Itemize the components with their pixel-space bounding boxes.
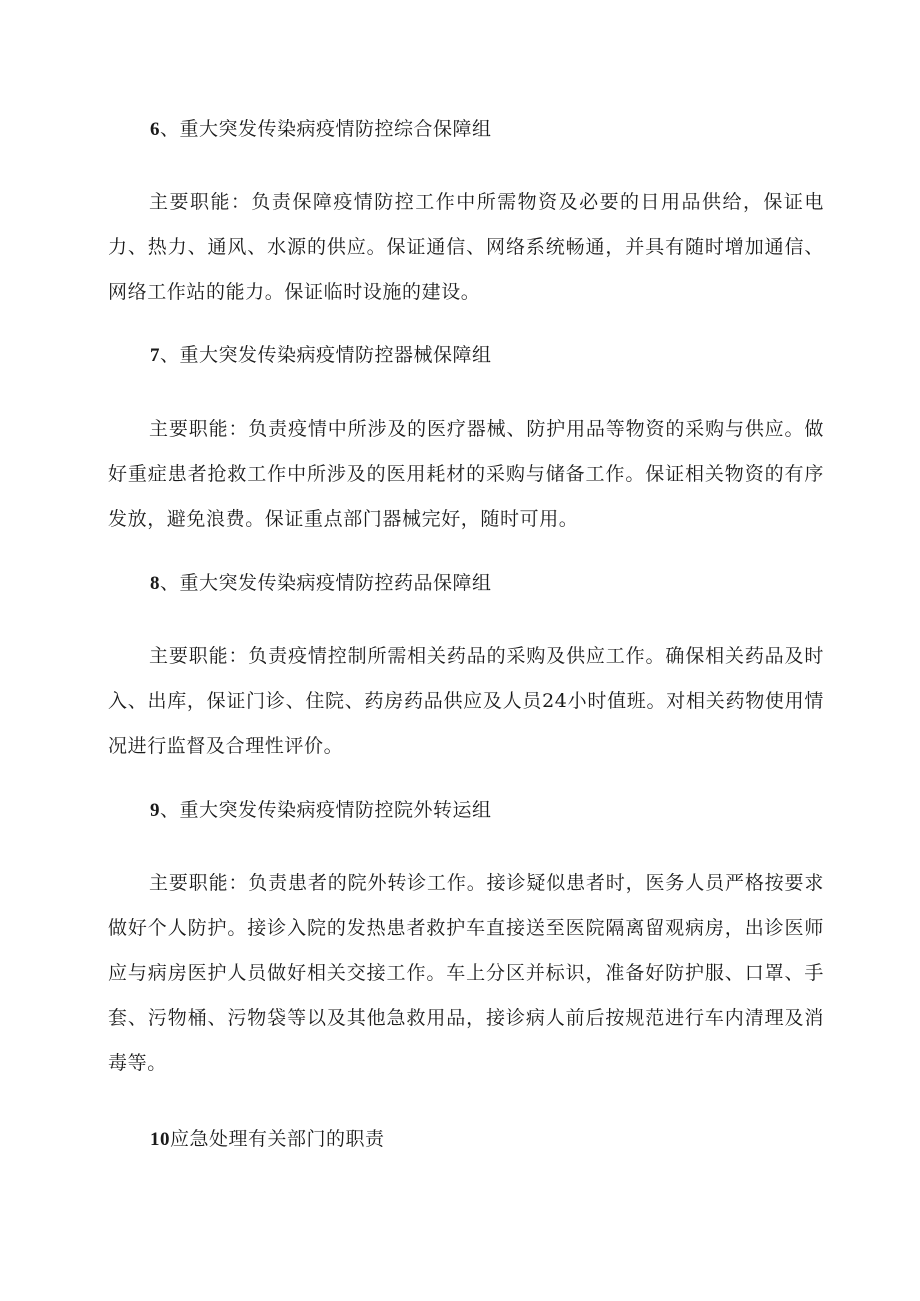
section-number: 7 xyxy=(150,345,160,366)
section-title: 重大突发传染病疫情防控药品保障组 xyxy=(179,572,492,594)
section-separator: 、 xyxy=(160,118,180,140)
section-7-body: 主要职能：负责疫情中所涉及的医疗器械、防护用品等物资的采购与供应。做好重症患者抢救工作中所涉及的医用耗材的采购与储备工作。保证相关物资的有序发放，避免浪费。保证重点部门器械完好，随时可用。 xyxy=(108,418,824,530)
section-separator: 、 xyxy=(160,799,180,821)
section-title: 应急处理有关部门的职责 xyxy=(170,1128,385,1150)
section-9-body: 主要职能：负责患者的院外转诊工作。接诊疑似患者时，医务人员严格按要求做好个人防护。接诊入院的发热患者救护车直接送至医院隔离留观病房，出诊医师应与病房医护人员做好相关交接工作。车上分区并标识，准备好防护服、口罩、手套、污物桶、污物袋等以及其他急救用品，接诊病人前后按规范进行车内清理及消毒等。 xyxy=(108,872,824,1074)
section-number: 8 xyxy=(150,573,160,594)
section-8-heading xyxy=(150,570,492,597)
section-title: 重大突发传染病疫情防控器械保障组 xyxy=(179,344,492,366)
section-number: 6 xyxy=(150,119,160,140)
section-title: 重大突发传染病疫情防控院外转运组 xyxy=(179,799,492,821)
section-separator: 、 xyxy=(160,344,180,366)
section-9-heading xyxy=(150,797,492,824)
section-6-heading xyxy=(150,116,492,143)
section-6-body: 主要职能：负责保障疫情防控工作中所需物资及必要的日用品供给，保证电力、热力、通风、水源的供应。保证通信、网络系统畅通，并具有随时增加通信、网络工作站的能力。保证临时设施的建设。 xyxy=(108,191,824,303)
section-number: 10 xyxy=(150,1129,170,1150)
section-separator: 、 xyxy=(160,572,180,594)
section-8-body: 主要职能：负责疫情控制所需相关药品的采购及供应工作。确保相关药品及时入、出库，保证门诊、住院、药房药品供应及人员24小时值班。对相关药物使用情况进行监督及合理性评价。 xyxy=(108,645,824,757)
section-title: 重大突发传染病疫情防控综合保障组 xyxy=(179,118,492,140)
section-7-heading xyxy=(150,342,492,369)
section-number: 9 xyxy=(150,800,160,821)
section-10-heading xyxy=(150,1126,385,1153)
